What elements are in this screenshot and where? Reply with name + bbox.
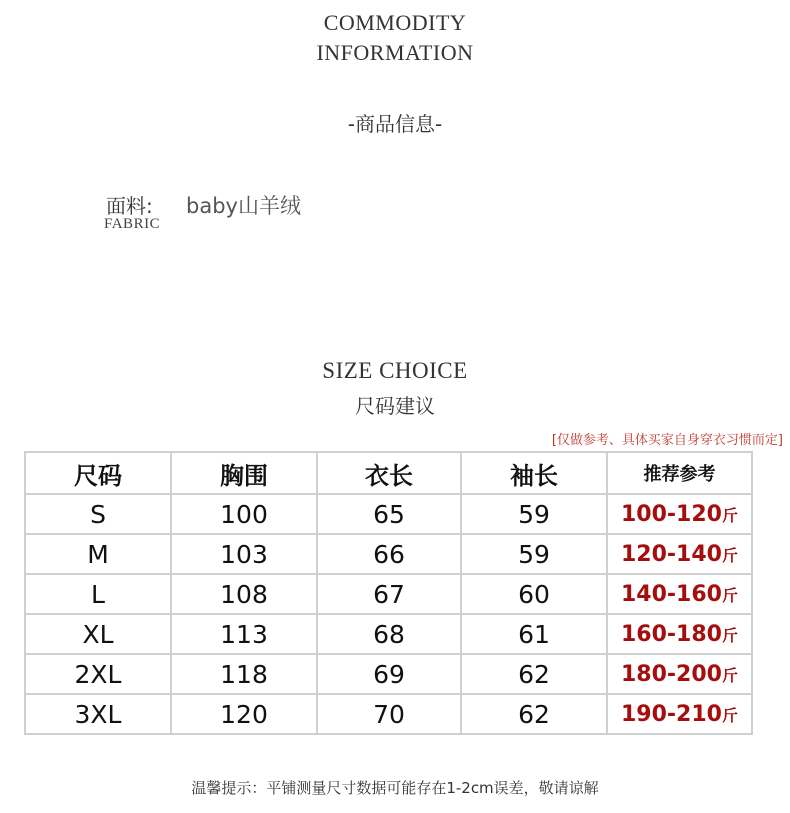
cell-recommend [607, 574, 752, 614]
cell-chest: 113 [171, 614, 317, 654]
recommend-range: 190-210 [621, 701, 722, 727]
table-row [25, 494, 752, 534]
fabric-label: 面料: [106, 194, 153, 218]
cell-sleeve: 59 [461, 534, 607, 574]
cell-chest: 103 [171, 534, 317, 574]
reference-note: [仅做参考、具体买家自身穿衣习惯而定] [551, 433, 783, 448]
cell-size: 3XL [25, 694, 171, 734]
size-choice-title: SIZE CHOICE [322, 358, 468, 383]
cell-size: S [25, 494, 171, 534]
table-row [25, 574, 752, 614]
recommend-range: 120-140 [621, 541, 722, 567]
header-length: 衣长 [317, 452, 461, 494]
cell-sleeve: 59 [461, 494, 607, 534]
header-size: 尺码 [25, 452, 171, 494]
cell-size: XL [25, 614, 171, 654]
cell-size: M [25, 534, 171, 574]
cell-recommend [607, 534, 752, 574]
cell-recommend [607, 494, 752, 534]
recommend-range: 100-120 [621, 501, 722, 527]
recommend-unit: 斤 [721, 665, 738, 685]
fabric-label-en: FABRIC [104, 216, 161, 232]
table-header-row [25, 452, 752, 494]
cell-sleeve: 62 [461, 654, 607, 694]
section-subtitle-product-info: -商品信息- [347, 112, 443, 136]
table-row [25, 534, 752, 574]
header-sleeve: 袖长 [461, 452, 607, 494]
cell-recommend [607, 654, 752, 694]
measurement-tip: 温馨提示：平铺测量尺寸数据可能存在1-2cm误差，敬请谅解 [191, 779, 599, 797]
header-chest: 胸围 [171, 452, 317, 494]
recommend-unit: 斤 [721, 705, 738, 725]
fabric-value: baby山羊绒 [186, 194, 301, 218]
cell-recommend [607, 614, 752, 654]
cell-sleeve: 62 [461, 694, 607, 734]
cell-chest: 100 [171, 494, 317, 534]
cell-sleeve: 61 [461, 614, 607, 654]
cell-length: 70 [317, 694, 461, 734]
recommend-range: 180-200 [621, 661, 722, 687]
cell-chest: 120 [171, 694, 317, 734]
recommend-range: 140-160 [621, 581, 722, 607]
table-row [25, 614, 752, 654]
title-information: INFORMATION [316, 40, 474, 65]
cell-length: 69 [317, 654, 461, 694]
recommend-unit: 斤 [721, 505, 738, 525]
size-suggestion-title: 尺码建议 [355, 394, 435, 418]
cell-length: 68 [317, 614, 461, 654]
cell-sleeve: 60 [461, 574, 607, 614]
title-commodity: COMMODITY [323, 10, 467, 35]
recommend-unit: 斤 [721, 545, 738, 565]
cell-length: 66 [317, 534, 461, 574]
table-row [25, 694, 752, 734]
cell-recommend [607, 694, 752, 734]
cell-size: 2XL [25, 654, 171, 694]
cell-chest: 108 [171, 574, 317, 614]
cell-size: L [25, 574, 171, 614]
table-row [25, 654, 752, 694]
header-recommend: 推荐参考 [607, 452, 752, 494]
recommend-unit: 斤 [721, 585, 738, 605]
cell-chest: 118 [171, 654, 317, 694]
size-table [24, 451, 753, 735]
recommend-unit: 斤 [721, 625, 738, 645]
recommend-range: 160-180 [621, 621, 722, 647]
cell-length: 67 [317, 574, 461, 614]
cell-length: 65 [317, 494, 461, 534]
